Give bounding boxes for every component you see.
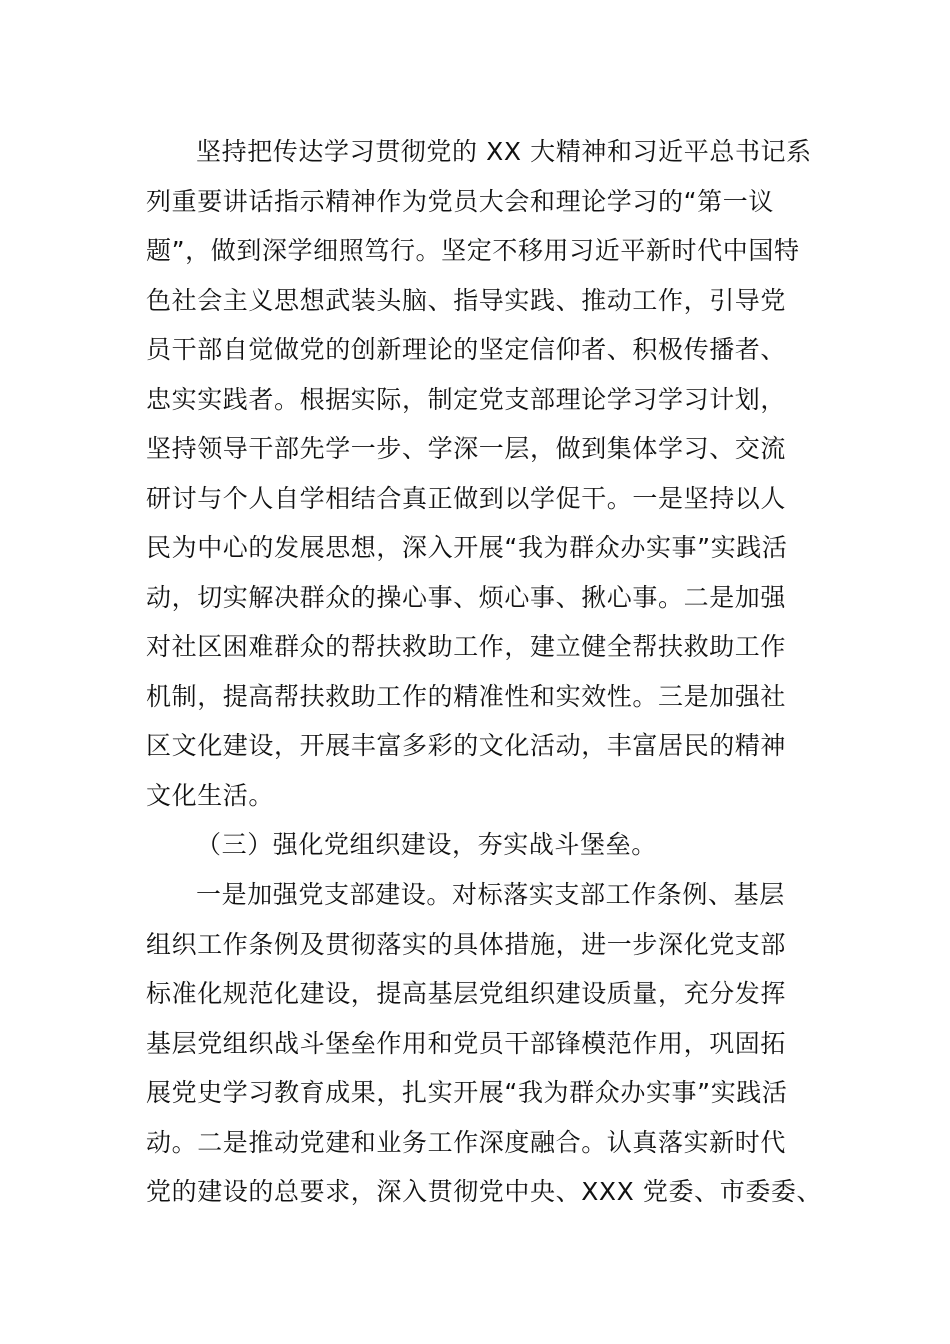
paragraph-1-line: 文化生活。 <box>146 780 275 810</box>
paragraph-1-line: 动，切实解决群众的操心事、烦心事、揪心事。二是加强 <box>146 582 787 612</box>
paragraph-1-line: 色社会主义思想武装头脑、指导实践、推动工作，引导党 <box>146 285 787 315</box>
paragraph-1-line: 题”，做到深学细照笃行。坚定不移用习近平新时代中国特 <box>146 236 800 265</box>
paragraph-1-line: 研讨与个人自学相结合真正做到以学促干。一是坚持以人 <box>146 483 787 513</box>
paragraph-1-line: 对社区困难群众的帮扶救助工作，建立健全帮扶救助工作 <box>146 632 787 661</box>
paragraph-1-line: 民为中心的发展思想，深入开展“我为群众办实事”实践活 <box>146 533 788 562</box>
paragraph-2-line: 展党史学习教育成果，扎实开展“我为群众办实事”实践活 <box>146 1078 788 1107</box>
paragraph-2-line: 党的建设的总要求，深入贯彻党中央、XXX 党委、市委委、 <box>146 1177 823 1206</box>
paragraph-1-line: 区文化建设，开展丰富多彩的文化活动，丰富居民的精神 <box>146 731 787 760</box>
paragraph-2-line: 动。二是推动党建和业务工作深度融合。认真落实新时代 <box>146 1127 787 1157</box>
paragraph-2-line: 一是加强党支部建设。对标落实支部工作条例、基层 <box>196 880 785 909</box>
paragraph-1-line: 忠实实践者。根据实际，制定党支部理论学习学习计划， <box>146 384 787 414</box>
paragraph-2-line: 组织工作条例及贯彻落实的具体措施，进一步深化党支部 <box>146 929 787 959</box>
section-heading: （三）强化党组织建设，夯实战斗堡垒。 <box>196 830 657 859</box>
paragraph-1-line: 坚持把传达学习贯彻党的 XX 大精神和习近平总书记系 <box>196 137 812 166</box>
paragraph-1-line: 坚持领导干部先学一步、学深一层，做到集体学习、交流 <box>146 434 787 463</box>
paragraph-1-line: 列重要讲话指示精神作为党员大会和理论学习的“第一议 <box>146 186 774 216</box>
paragraph-1-line: 员干部自觉做党的创新理论的坚定信仰者、积极传播者、 <box>146 335 787 364</box>
paragraph-2-line: 基层党组织战斗堡垒作用和党员干部锋模范作用，巩固拓 <box>146 1028 787 1058</box>
paragraph-2-line: 标准化规范化建设，提高基层党组织建设质量，充分发挥 <box>146 979 787 1008</box>
paragraph-1-line: 机制，提高帮扶救助工作的精准性和实效性。三是加强社 <box>146 681 787 711</box>
